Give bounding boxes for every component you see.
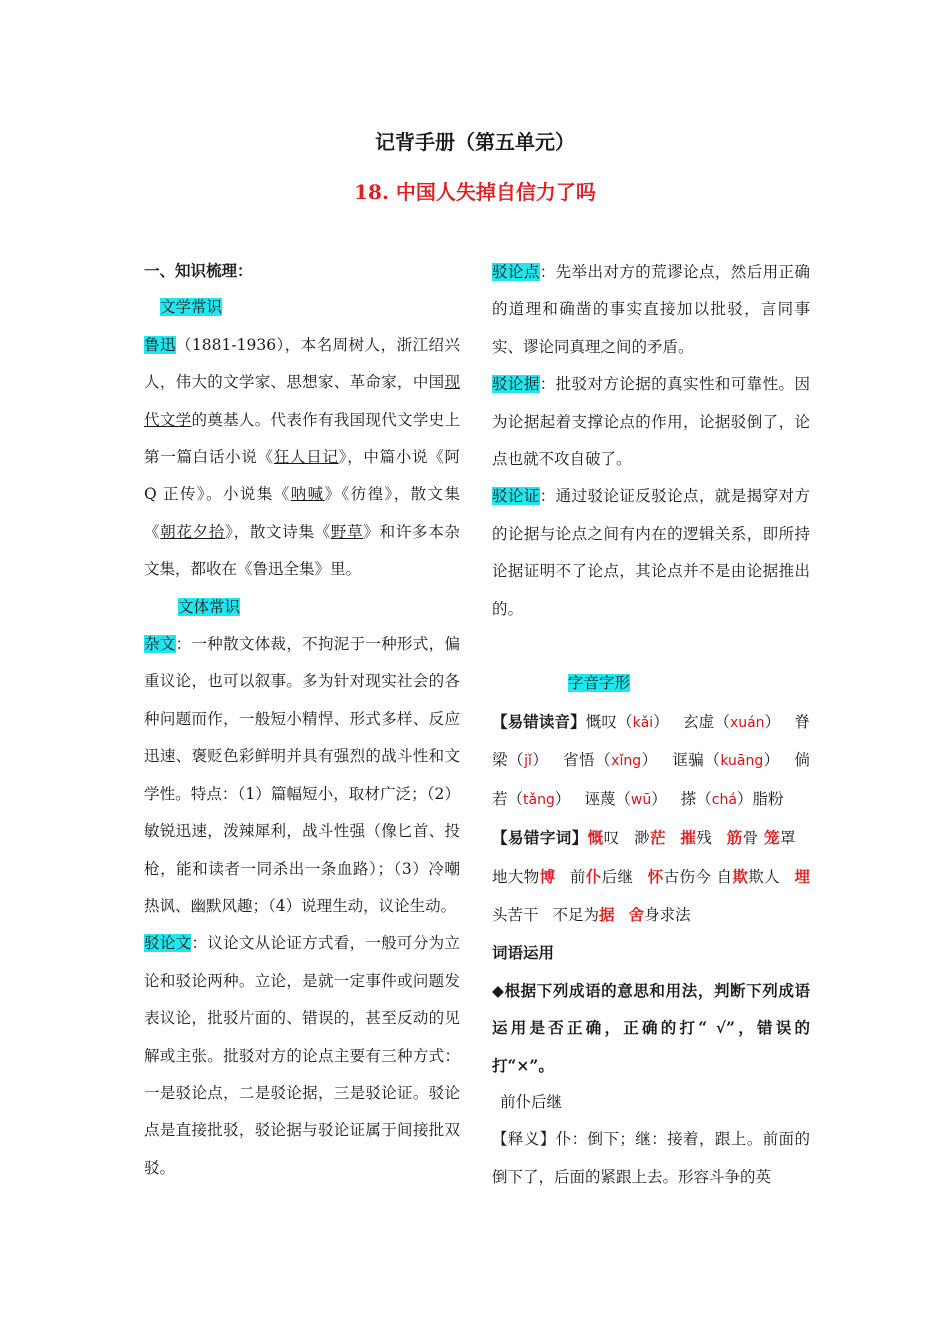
luxun-paragraph — [144, 327, 460, 589]
char-red: 埋 — [794, 866, 810, 886]
error-chars-paragraph — [492, 819, 810, 934]
bolundian-text: ：先举出对方的荒谬论点，然后用正确的道理和确凿的事实直接加以批驳，言同事实、谬论同真理之间的矛盾。 — [492, 263, 810, 356]
bolunzheng-term: 驳论证 — [492, 487, 540, 506]
word: 搽 — [680, 789, 697, 808]
pronunciation-paragraph: 【易错读音】慨叹（kǎi） 玄虚（xuán） 脊梁（jǐ） 省悟（xǐng） 诓骗（kuāng） 倘若（tǎng） 诬蔑（wū） 搽（chá）脂粉 — [492, 711, 810, 808]
luxun-text-1: （1881-1936），本名周树人，浙江绍兴人，伟大的文学家、思想家、革命家，中国 — [144, 335, 460, 392]
luxun-text-5: 》，中篇小说《阿 Q 正传》。小说集《 — [144, 448, 460, 504]
page-title: 记背手册（第五单元） — [375, 130, 575, 154]
pron-label-line — [492, 665, 810, 702]
bolunzheng-paragraph — [492, 478, 810, 628]
word: 诬蔑 — [584, 789, 616, 808]
work-yecao: 野草 — [330, 522, 364, 541]
work-zhaohua: 朝花夕拾 — [160, 522, 226, 541]
right-column — [492, 254, 810, 1196]
spacer — [492, 628, 810, 665]
luxun-text-7: 》《彷徨》，散文集《 — [144, 485, 460, 541]
char-rest: 自 — [716, 867, 733, 886]
word: 脂粉 — [752, 789, 784, 808]
bolunju-term: 驳论据 — [492, 375, 540, 394]
section-heading: 一、知识梳理： — [144, 261, 253, 280]
bolundian-term: 驳论点 — [492, 263, 540, 281]
char-rest: 骨 — [742, 829, 759, 848]
pinyin: xǐng — [611, 753, 642, 770]
word: 倘若 — [492, 751, 810, 808]
pinyin: kuāng — [720, 753, 764, 770]
bolunju-text: ：批驳对方论据的真实性和可靠性。因为论据起着支撑论点的作用，论据驳倒了，论点也就不攻自破了。 — [492, 375, 810, 469]
bolunwen-text: ：议论文从论证方式看，一般可分为立论和驳论两种。立论，是就一定事件或问题发表议论，批驳片面的、错误的，甚至反动的见解或主张。批驳对方的论点主要有三种方式：一是驳论点，二是驳论据，三是驳论证。驳论点是直接批驳，驳论据与驳论证属于间接批双驳。 — [144, 934, 460, 1177]
definition-text: 仆：倒下；继：接着，跟上。前面的倒下了，后面的紧跟上去。形容斗争的英 — [492, 1130, 810, 1186]
char-red: 博 — [539, 866, 556, 886]
luxun-name: 鲁迅 — [144, 335, 176, 354]
genre-label-line — [144, 589, 460, 626]
pinyin: wū — [630, 791, 652, 808]
pinyin: kǎi — [632, 714, 654, 731]
vocab-heading: 词语运用 — [492, 943, 555, 963]
char-rest: 不足为 — [552, 905, 600, 924]
char-rest: 后继 — [601, 867, 634, 886]
literature-label-line — [144, 289, 460, 326]
bolunwen-term: 驳论文 — [144, 934, 192, 953]
instruction: ◆根据下列成语的意思和用法，判断下列成语运用是否正确，正确的打“ √”，错误的打“×”。 — [492, 980, 810, 1075]
definition-paragraph — [492, 1121, 810, 1196]
char-rest: 欺人 — [748, 867, 781, 886]
luxun-text-3: 的奠基人。代表作有我国现代文学史上第一篇白话小说《 — [144, 410, 460, 467]
char-red: 慨 — [587, 828, 604, 848]
char-red: 舍 — [628, 904, 645, 924]
word: 省悟 — [562, 751, 596, 770]
char-red: 欺 — [732, 866, 749, 886]
definition-label: 【释义】 — [492, 1130, 556, 1149]
luxun-text-11: 》和许多本杂文集，都收在《鲁迅全集》里。 — [144, 522, 460, 579]
char-rest: 古伤今 — [663, 867, 712, 886]
idiom-item: 前仆后继 — [500, 1092, 563, 1111]
word: 慨叹 — [585, 712, 617, 731]
pron-tag: 【易错读音】 — [492, 711, 586, 731]
work-kuangren: 狂人日记 — [273, 448, 339, 467]
char-red: 笼 — [763, 828, 780, 848]
char-rest: 地大物 — [492, 867, 540, 886]
char-red: 据 — [599, 904, 615, 924]
work-nahan: 呐喊 — [290, 485, 325, 504]
bolunju-paragraph — [492, 366, 810, 478]
bolunzheng-text: ：通过驳论证反驳论点，就是揭穿对方的论据与论点之间有内在的逻辑关系，即所持论据证明不了论点，其论点并不是由论据推出的。 — [492, 487, 810, 618]
pinyin: jǐ — [524, 753, 532, 770]
char-rest: 身求法 — [644, 905, 691, 924]
char-red: 筋 — [726, 828, 743, 848]
char-red: 怀 — [647, 866, 664, 886]
left-column — [144, 252, 460, 1187]
zawen-term: 杂文 — [144, 635, 176, 654]
char-rest: 渺 — [633, 829, 650, 848]
word: 脊梁 — [492, 712, 810, 770]
pinyin: xuán — [729, 714, 765, 731]
char-rest: 头苦干 — [492, 905, 539, 924]
word: 玄虚 — [682, 712, 715, 731]
bolunwen-paragraph — [144, 925, 460, 1187]
luxun-text-9: 》，散文诗集《 — [225, 522, 331, 541]
modern-literature: 现代文学 — [144, 373, 460, 429]
pinyin: chá — [711, 791, 737, 808]
char-rest: 前 — [569, 867, 586, 886]
char-rest: 罩 — [779, 829, 796, 848]
zawen-text: ：一种散文体裁，不拘泥于一种形式，偏重议论，也可以叙事。多为针对现实社会的各种问题而作，一般短小精悍、形式多样、反应迅速、褒贬色彩鲜明并具有强烈的战斗性和文学性。特点：（1）篇幅短小，取材广泛；（2）敏锐迅速，泼辣犀利，战斗性强（像匕首、投枪，能和读者一同杀出一条血路）；（3）冷嘲热讽、幽默风趣；（4）说理生动，议论生动。 — [144, 635, 460, 915]
pinyin: tǎng — [523, 791, 555, 808]
char-red: 仆 — [585, 866, 602, 886]
pron-label: 字音字形 — [568, 674, 631, 693]
char-red: 茫 — [649, 828, 666, 848]
lesson-title: 18. 中国人失掉自信力了吗 — [354, 180, 596, 204]
bolundian-paragraph — [492, 254, 810, 366]
char-red: 摧 — [679, 828, 697, 848]
genre-label: 文体常识 — [178, 597, 241, 616]
char-rest: 叹 — [603, 829, 620, 848]
chars-tag: 【易错字词】 — [492, 828, 588, 848]
zawen-paragraph — [144, 626, 460, 925]
char-rest: 残 — [696, 829, 713, 848]
literature-label: 文学常识 — [160, 298, 223, 317]
word: 诓骗 — [671, 751, 705, 770]
